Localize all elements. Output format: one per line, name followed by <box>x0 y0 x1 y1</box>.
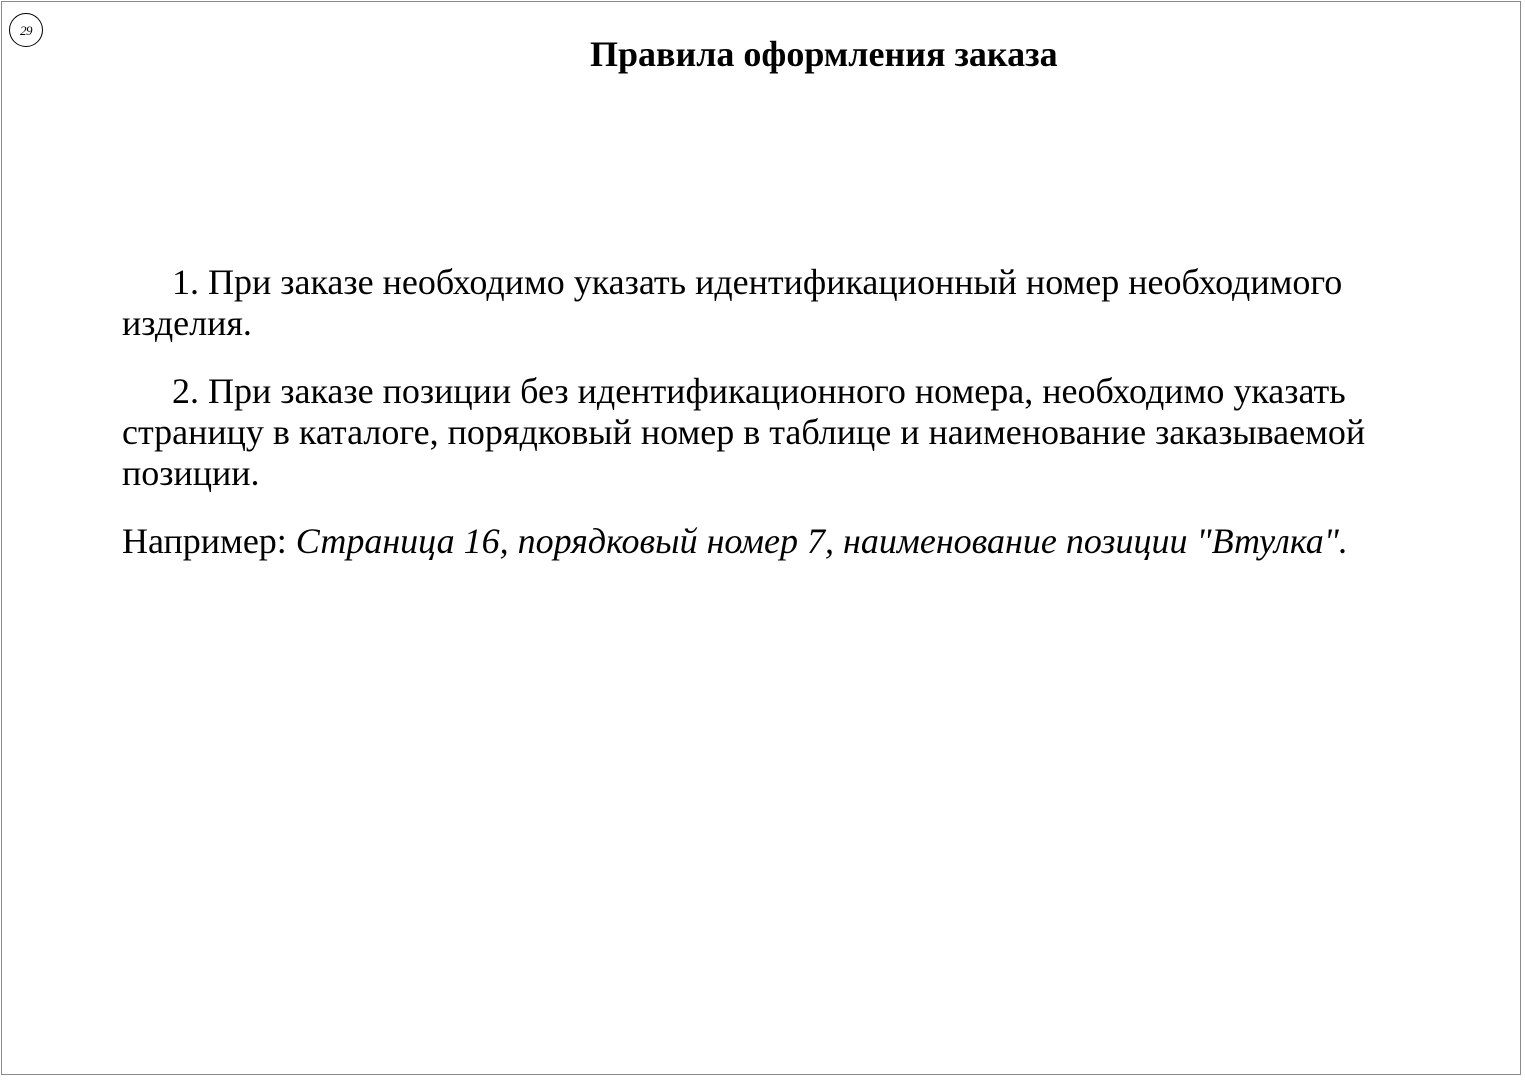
example-label: Например: <box>122 521 296 561</box>
example-text: Страница 16, порядковый номер 7, наименование позиции "Втулка". <box>295 521 1348 561</box>
page-number-badge <box>9 13 43 47</box>
page-title: Правила оформления заказа <box>590 34 1058 74</box>
rules-section <box>122 262 1442 562</box>
page-number: 29 <box>20 22 32 38</box>
rule-item-2: 2. При заказе позиции без идентификационного номера, необходимо указать страницу в каталоге, порядковый номер в таблице и наименование заказываемой позиции. <box>122 371 1366 493</box>
example-paragraph <box>122 521 1442 562</box>
rule-item-1: 1. При заказе необходимо указать идентификационный номер необходимого изделия. <box>122 262 1343 343</box>
